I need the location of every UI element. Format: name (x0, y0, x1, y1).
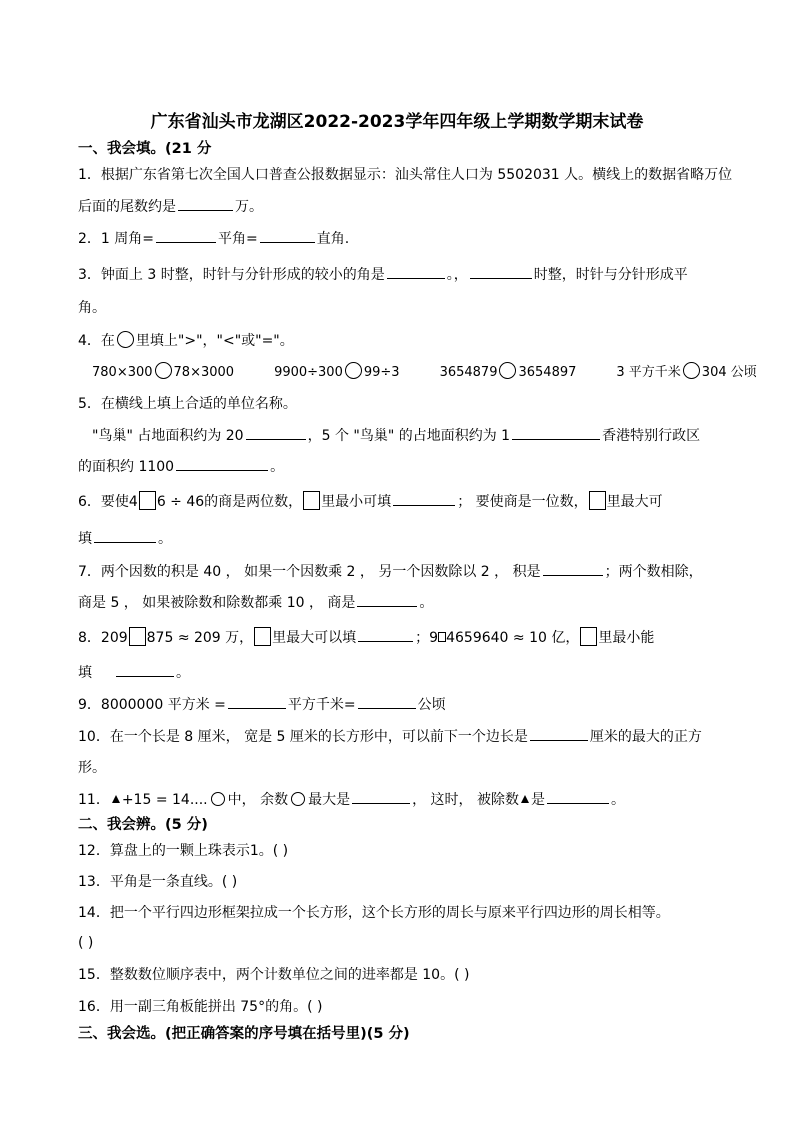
question-8-line-2: 填 。 (78, 662, 190, 683)
question-9: 9．8000000 平方米 = 平方千米= 公顷 (78, 694, 446, 715)
digit-box[interactable] (139, 491, 156, 510)
triangle-symbol (521, 795, 529, 803)
answer-blank[interactable] (512, 425, 600, 440)
question-7-line-2: 商是 5 ， 如果被除数和除数都乘 10 ， 商是 。 (78, 592, 433, 613)
answer-blank[interactable] (94, 528, 156, 543)
answer-blank[interactable] (352, 789, 410, 804)
page-title: 广东省汕头市龙湖区2022-2023学年四年级上学期数学期末试卷 (150, 112, 644, 132)
question-5: 5．在横线上填上合适的单位名称。 (78, 396, 297, 412)
digit-box[interactable] (254, 627, 271, 646)
question-15: 15．整数数位顺序表中，两个计数单位之间的进率都是 10。( ) (78, 967, 470, 983)
section-heading-fill: 一、我会填。(21 分 (78, 141, 212, 157)
compare-circle[interactable] (499, 362, 516, 379)
answer-blank[interactable] (156, 228, 216, 243)
answer-blank[interactable] (178, 196, 233, 211)
answer-blank[interactable] (228, 694, 286, 709)
section-heading-judge: 二、我会辨。(5 分) (78, 817, 208, 833)
answer-blank[interactable] (393, 491, 455, 506)
compare-circle[interactable] (683, 362, 700, 379)
question-7-line-1: 7．两个因数的积是 40 ， 如果一个因数乘 2 ， 另一个因数除以 2 ， 积是 ；两个数相除， (78, 561, 703, 582)
question-1-line-1: 1．根据广东省第七次全国人口普查公报数据显示：汕头常住人口为 5502031 人。横线上的数据省略万位 (78, 167, 733, 183)
digit-box[interactable] (589, 491, 606, 510)
answer-blank[interactable] (246, 425, 306, 440)
question-3-line-1: 3．钟面上 3 时整，时针与分针形成的较小的角是 。， 时整，时针与分针形成平 (78, 264, 688, 285)
question-13: 13．平角是一条直线。( ) (78, 874, 238, 890)
triangle-symbol (112, 795, 120, 803)
digit-box-small[interactable] (438, 632, 446, 642)
digit-box[interactable] (129, 627, 146, 646)
compare-circle[interactable] (155, 362, 172, 379)
answer-blank[interactable] (530, 726, 588, 741)
section-heading-choose: 三、我会选。(把正确答案的序号填在括号里)(5 分) (78, 1026, 410, 1042)
answer-blank[interactable] (116, 662, 174, 677)
question-2: 2．1 周角= 平角= 直角. (78, 228, 349, 249)
question-10-line-2: 形。 (78, 760, 106, 776)
circle-symbol (291, 792, 305, 806)
answer-blank[interactable] (358, 694, 416, 709)
answer-blank[interactable] (387, 264, 445, 279)
question-11: 11． +15 = 14.... 中， 余数 最大是 ， 这时， 被除数 是 。 (78, 789, 625, 810)
answer-blank[interactable] (176, 456, 268, 471)
question-8-line-1: 8．209 875 ≈ 209 万， 里最大可以填 ；9 4659640 ≈ 10 亿， 里最小能 (78, 627, 654, 648)
question-5-line-3: 的面积约 1100 。 (78, 456, 284, 477)
question-1-line-2: 后面的尾数约是 万。 (78, 196, 263, 217)
answer-blank[interactable] (260, 228, 315, 243)
circle-symbol (211, 792, 225, 806)
answer-blank[interactable] (543, 561, 603, 576)
answer-blank[interactable] (470, 264, 532, 279)
question-16: 16．用一副三角板能拼出 75°的角。( ) (78, 999, 323, 1015)
question-4-expressions: 780×300 78×3000 9900÷300 99÷3 3654879 3654897 3 平方千米 304 公顷 (92, 362, 757, 383)
question-6-line-1: 6．要使4 6 ÷ 46的商是两位数， 里最小可填 ； 要使商是一位数， 里最大可 (78, 491, 663, 512)
question-5-line-2: "鸟巢" 占地面积约为 20 ，5 个 "鸟巢" 的占地面积约为 1 香港特别行政区 (92, 425, 700, 446)
question-12: 12．算盘上的一颗上珠表示1。( ) (78, 843, 289, 859)
question-14-line-2: ( ) (78, 935, 94, 951)
digit-box[interactable] (580, 627, 597, 646)
answer-blank[interactable] (357, 592, 417, 607)
question-10-line-1: 10．在一个长是 8 厘米， 宽是 5 厘米的长方形中，可以前下一个边长是 厘米的最大的正方 (78, 726, 702, 747)
question-6-line-2: 填 。 (78, 528, 172, 549)
answer-blank[interactable] (358, 627, 413, 642)
question-14-line-1: 14．把一个平行四边形框架拉成一个长方形，这个长方形的周长与原来平行四边形的周长相等。 (78, 905, 670, 921)
answer-blank[interactable] (547, 789, 609, 804)
digit-box[interactable] (303, 491, 320, 510)
question-3-line-2: 角。 (78, 300, 106, 316)
compare-circle[interactable] (345, 362, 362, 379)
compare-circle[interactable] (117, 331, 134, 348)
question-4: 4．在 里填上">"，"<"或"="。 (78, 333, 294, 349)
